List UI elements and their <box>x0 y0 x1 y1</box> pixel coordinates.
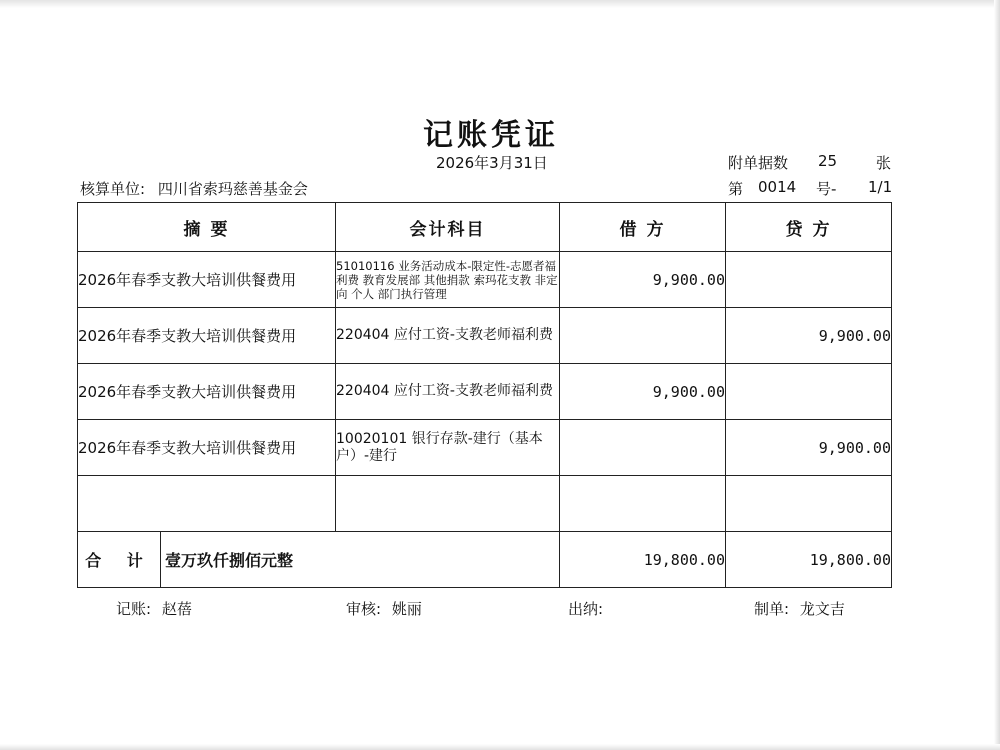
row-debit: 9,900.00 <box>560 252 726 308</box>
header-account: 会计科目 <box>336 203 560 252</box>
page-indicator: 1/1 <box>868 178 893 196</box>
attachments-count: 25 <box>818 152 838 170</box>
table-row-empty <box>78 476 892 532</box>
bookkeeper-signature <box>116 598 192 619</box>
row-debit <box>560 420 726 476</box>
cashier-signature <box>568 598 609 619</box>
row-credit <box>726 252 892 308</box>
preparer-name: 龙文吉 <box>799 600 845 618</box>
table-row <box>78 364 892 420</box>
header-debit: 借 方 <box>560 203 726 252</box>
reviewer-name: 姚丽 <box>391 600 422 618</box>
row-summary: 2026年春季支教大培训供餐费用 <box>78 308 336 364</box>
table-row <box>78 252 892 308</box>
cashier-label: 出纳: <box>568 600 604 618</box>
row-summary: 2026年春季支教大培训供餐费用 <box>78 252 336 308</box>
preparer-signature <box>754 598 845 619</box>
row-account: 10020101 银行存款-建行（基本户）-建行 <box>336 420 560 476</box>
table-row <box>78 420 892 476</box>
row-summary <box>78 476 336 532</box>
header-credit: 贷 方 <box>726 203 892 252</box>
row-summary: 2026年春季支教大培训供餐费用 <box>78 364 336 420</box>
row-account: 220404 应付工资-支教老师福利费 <box>336 308 560 364</box>
row-credit <box>726 476 892 532</box>
attachments-label: 附单据数 <box>728 154 789 172</box>
row-debit: 9,900.00 <box>560 364 726 420</box>
bookkeeper-name: 赵蓓 <box>161 600 192 618</box>
accounting-unit <box>80 178 308 199</box>
row-debit <box>560 308 726 364</box>
number-prefix: 第 <box>728 180 744 198</box>
row-credit: 9,900.00 <box>726 308 892 364</box>
row-credit <box>726 364 892 420</box>
attachments-unit: 张 <box>876 154 892 172</box>
bookkeeper-label: 记账: <box>116 600 152 618</box>
row-summary: 2026年春季支教大培训供餐费用 <box>78 420 336 476</box>
ledger-table <box>77 202 892 588</box>
unit-name: 四川省索玛慈善基金会 <box>157 180 308 198</box>
total-row <box>78 532 892 588</box>
row-credit: 9,900.00 <box>726 420 892 476</box>
total-label: 合 计 <box>78 532 161 587</box>
total-credit: 19,800.00 <box>726 532 892 588</box>
total-cell <box>78 532 560 588</box>
unit-label: 核算单位: <box>80 180 146 198</box>
reviewer-label: 审核: <box>346 600 382 618</box>
header-summary: 摘 要 <box>78 203 336 252</box>
table-header-row <box>78 203 892 252</box>
number-suffix: 号- <box>816 180 837 198</box>
total-debit: 19,800.00 <box>560 532 726 588</box>
voucher-title: 记账凭证 <box>423 118 559 153</box>
table-row <box>78 308 892 364</box>
voucher-date: 2026年3月31日 <box>436 154 548 172</box>
row-account <box>336 476 560 532</box>
row-account: 220404 应付工资-支教老师福利费 <box>336 364 560 420</box>
number-value: 0014 <box>758 178 797 196</box>
scan-edge-top <box>0 0 1000 8</box>
total-amount-words: 壹万玖仟捌佰元整 <box>165 551 294 570</box>
scan-edge-right <box>994 0 1000 750</box>
reviewer-signature <box>346 598 422 619</box>
scan-edge-bottom <box>0 744 1000 750</box>
row-account: 51010116 业务活动成本-限定性-志愿者福利费 教育发展部 其他捐款 索玛花支教 非定向 个人 部门执行管理 <box>336 252 560 308</box>
row-debit <box>560 476 726 532</box>
preparer-label: 制单: <box>754 600 790 618</box>
